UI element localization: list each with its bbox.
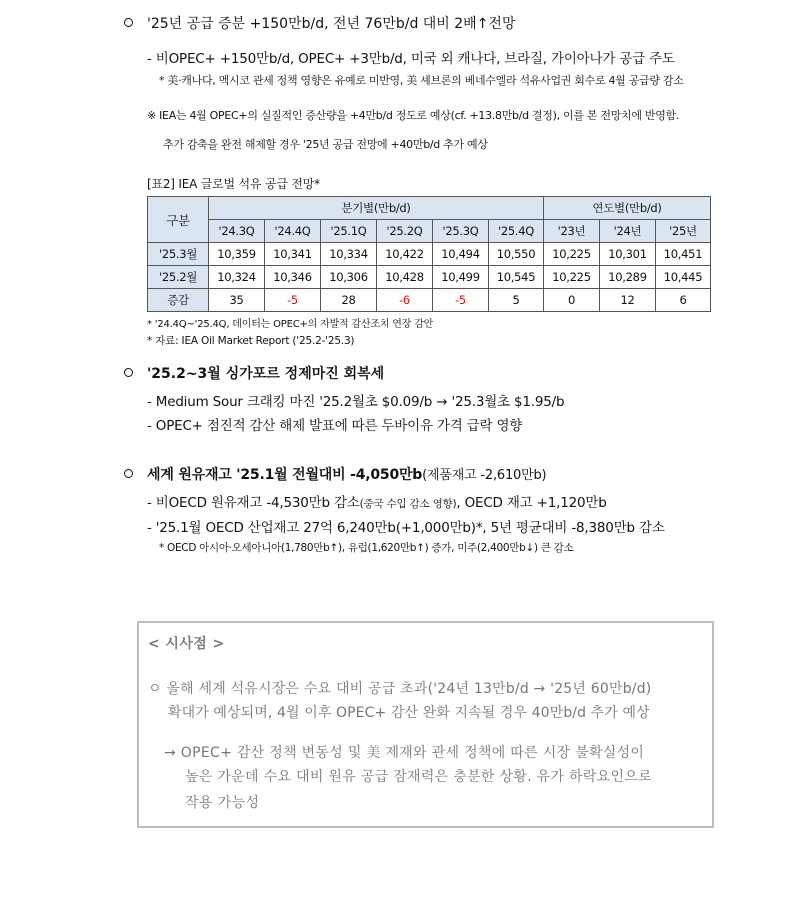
table-cell: 35 (209, 289, 265, 312)
column-header: '25.3Q (433, 220, 489, 243)
table-cell: 0 (544, 289, 600, 312)
table-cell: 6 (656, 289, 711, 312)
implications-box (137, 621, 714, 828)
section2-sub2: - OPEC+ 점진적 감산 해제 발표에 따른 두바이유 가격 급락 영향 (147, 418, 523, 434)
table-cell: 10,324 (209, 266, 265, 289)
table-cell-negative: -5 (433, 289, 489, 312)
table-cell: 12 (600, 289, 656, 312)
column-header: '25.1Q (321, 220, 377, 243)
table-cell: 10,422 (377, 243, 433, 266)
table-cell: 10,545 (489, 266, 544, 289)
section3-sub1-b: , OECD 재고 +1,120만b (456, 495, 607, 511)
section2-heading: '25.2~3월 싱가포르 정제마진 회복세 (147, 366, 385, 382)
table-group-quarterly: 분기별(만b/d) (209, 197, 544, 220)
table-source: * 자료: IEA Oil Market Report ('25.2-'25.3) (147, 335, 355, 347)
table-cell: 5 (489, 289, 544, 312)
section3-sub2: - '25.1월 OECD 산업재고 27억 6,240만b(+1,000만b)*, 5년 평균대비 -8,380만b 감소 (147, 520, 665, 536)
table-cell: 10,346 (265, 266, 321, 289)
table-group-yearly: 연도별(만b/d) (544, 197, 711, 220)
implications-title: < 시사점 > (148, 636, 225, 652)
table-change-row (148, 289, 711, 312)
implications-line: → OPEC+ 감산 정책 변동성 및 美 제재와 관세 정책에 따른 시장 불확실성이 (164, 745, 645, 761)
table-cell: 10,359 (209, 243, 265, 266)
table-footnote: * '24.4Q~'25.4Q, 데이터는 OPEC+의 자발적 감산조치 연장 감안 (147, 319, 434, 330)
table-column-headers (148, 220, 711, 243)
column-header: '24.3Q (209, 220, 265, 243)
section1-sub1: - 비OPEC+ +150만b/d, OPEC+ +3만b/d, 미국 외 캐나다, 브라질, 가이아나가 공급 주도 (147, 51, 675, 67)
column-header: '23년 (544, 220, 600, 243)
implications-line: 작용 가능성 (185, 795, 260, 811)
column-header: '25년 (656, 220, 711, 243)
table-row (148, 266, 711, 289)
table-cell: 10,301 (600, 243, 656, 266)
column-header: '24년 (600, 220, 656, 243)
table-cell: 10,428 (377, 266, 433, 289)
section1-note1: * 美·캐나다, 멕시코 관세 정책 영향은 유예로 미반영, 美 셰브론의 베네수엘라 석유사업권 회수로 4월 공급량 감소 (159, 74, 684, 87)
column-header: '25.4Q (489, 220, 544, 243)
table-cell: 10,306 (321, 266, 377, 289)
column-header: '24.4Q (265, 220, 321, 243)
section3-heading (147, 464, 546, 484)
bullet-circle-icon (124, 368, 133, 377)
bullet-circle-icon (124, 469, 133, 478)
section3-note: * OECD 아시아·오세아니아(1,780만b↑), 유럽(1,620만b↑) 증가, 미주(2,400만b↓) 큰 감소 (159, 542, 574, 554)
section3-sub1 (147, 491, 607, 511)
row-header: '25.2월 (148, 266, 209, 289)
table-cell: 10,289 (600, 266, 656, 289)
section3-heading-main: 세계 원유재고 '25.1월 전월대비 -4,050만b (147, 467, 423, 483)
implications-line: 확대가 예상되며, 4월 이후 OPEC+ 감산 완화 지속될 경우 40만b/d 추가 예상 (168, 705, 650, 721)
table-cell: 10,499 (433, 266, 489, 289)
column-header: '25.2Q (377, 220, 433, 243)
section1-note3: 추가 감축을 완전 해제할 경우 '25년 공급 전망에 +40만b/d 추가 예상 (163, 138, 488, 151)
table-cell: 10,445 (656, 266, 711, 289)
table-cell: 10,451 (656, 243, 711, 266)
implications-line: ㅇ 올해 세계 석유시장은 수요 대비 공급 초과('24년 13만b/d → '25년 60만b/d) (148, 681, 652, 697)
table-cell: 28 (321, 289, 377, 312)
iea-supply-table (147, 196, 711, 312)
section1-note2: ※ IEA는 4월 OPEC+의 실질적인 증산량을 +4만b/d 정도로 예상(cf. +13.8만b/d 결정), 이를 본 전망치에 반영함. (147, 109, 680, 122)
table-caption: [표2] IEA 글로벌 석유 공급 전망* (147, 177, 320, 191)
table-cell: 10,225 (544, 266, 600, 289)
table-cell-negative: -6 (377, 289, 433, 312)
table-cell: 10,334 (321, 243, 377, 266)
bullet-circle-icon (124, 18, 133, 27)
table-cell: 10,225 (544, 243, 600, 266)
section3-heading-detail: (제품재고 -2,610만b) (422, 468, 547, 483)
table-cell: 10,341 (265, 243, 321, 266)
table-row (148, 243, 711, 266)
section1-heading: '25년 공급 증분 +150만b/d, 전년 76만b/d 대비 2배↑전망 (147, 16, 516, 32)
section3-sub1-a: - 비OECD 원유재고 -4,530만b 감소 (147, 495, 360, 511)
section2-sub1: - Medium Sour 크래킹 마진 '25.2월초 $0.09/b → '25.3월초 $1.95/b (147, 394, 565, 410)
table-cell: 10,550 (489, 243, 544, 266)
row-header: 증감 (148, 289, 209, 312)
table-cell: 10,494 (433, 243, 489, 266)
row-header: '25.3월 (148, 243, 209, 266)
table-corner-header: 구분 (148, 197, 209, 243)
implications-line: 높은 가운데 수요 대비 원유 공급 잠재력은 충분한 상황. 유가 하락요인으로 (185, 769, 652, 785)
table-cell-negative: -5 (265, 289, 321, 312)
section3-sub1-small: (중국 수입 감소 영향) (359, 498, 457, 510)
